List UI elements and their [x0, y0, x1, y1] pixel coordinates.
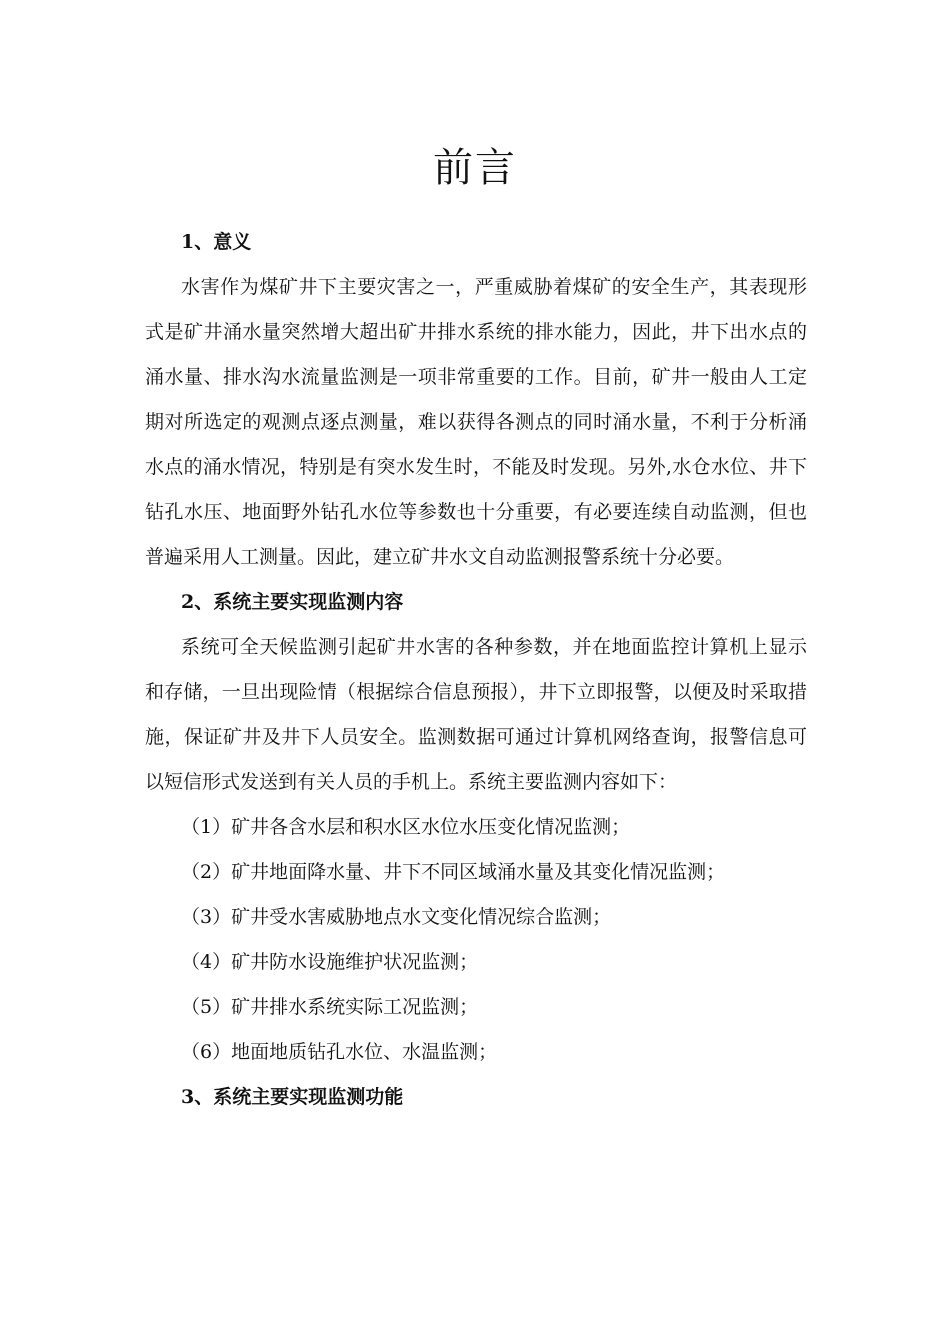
list-item: （1）矿井各含水层和积水区水位水压变化情况监测； [181, 816, 631, 838]
list-item: （2）矿井地面降水量、井下不同区域涌水量及其变化情况监测； [181, 861, 726, 883]
page-title: 前言 [433, 145, 517, 191]
document-body [145, 220, 807, 1120]
list-item: （3）矿井受水害威胁地点水文变化情况综合监测； [181, 906, 612, 928]
paragraph: 水害作为煤矿井下主要灾害之一，严重威胁着煤矿的安全生产，其表现形式是矿井涌水量突然增大超出矿井排水系统的排水能力，因此，井下出水点的涌水量、排水沟水流量监测是一项非常重要的工作。目前，矿井一般由人工定期对所选定的观测点逐点测量，难以获得各测点的同时涌水量，不利于分析涌水点的涌水情况，特别是有突水发生时，不能及时发现。另外,水仓水位、井下钻孔水压、地面野外钻孔水位等参数也十分重要，有必要连续自动监测，但也普遍采用人工测量。因此，建立矿井水文自动监测报警系统十分必要。 [145, 276, 807, 568]
list-item: （5）矿井排水系统实际工况监测； [181, 996, 479, 1018]
section-monitoring-content [145, 580, 807, 1075]
monitoring-list [145, 805, 807, 1075]
section-heading: 3、系统主要实现监测功能 [181, 1086, 404, 1108]
list-item: （4）矿井防水设施维护状况监测； [181, 951, 479, 973]
paragraph: 系统可全天候监测引起矿井水害的各种参数，并在地面监控计算机上显示和存储，一旦出现险情（根据综合信息预报），井下立即报警，以便及时采取措施，保证矿井及井下人员安全。监测数据可通过计算机网络查询，报警信息可以短信形式发送到有关人员的手机上。系统主要监测内容如下： [145, 636, 807, 793]
section-heading: 1、意义 [181, 231, 252, 253]
section-significance [145, 220, 807, 580]
list-item: （6）地面地质钻孔水位、水温监测； [181, 1041, 498, 1063]
section-monitoring-functions [145, 1075, 807, 1120]
section-heading: 2、系统主要实现监测内容 [181, 591, 404, 613]
